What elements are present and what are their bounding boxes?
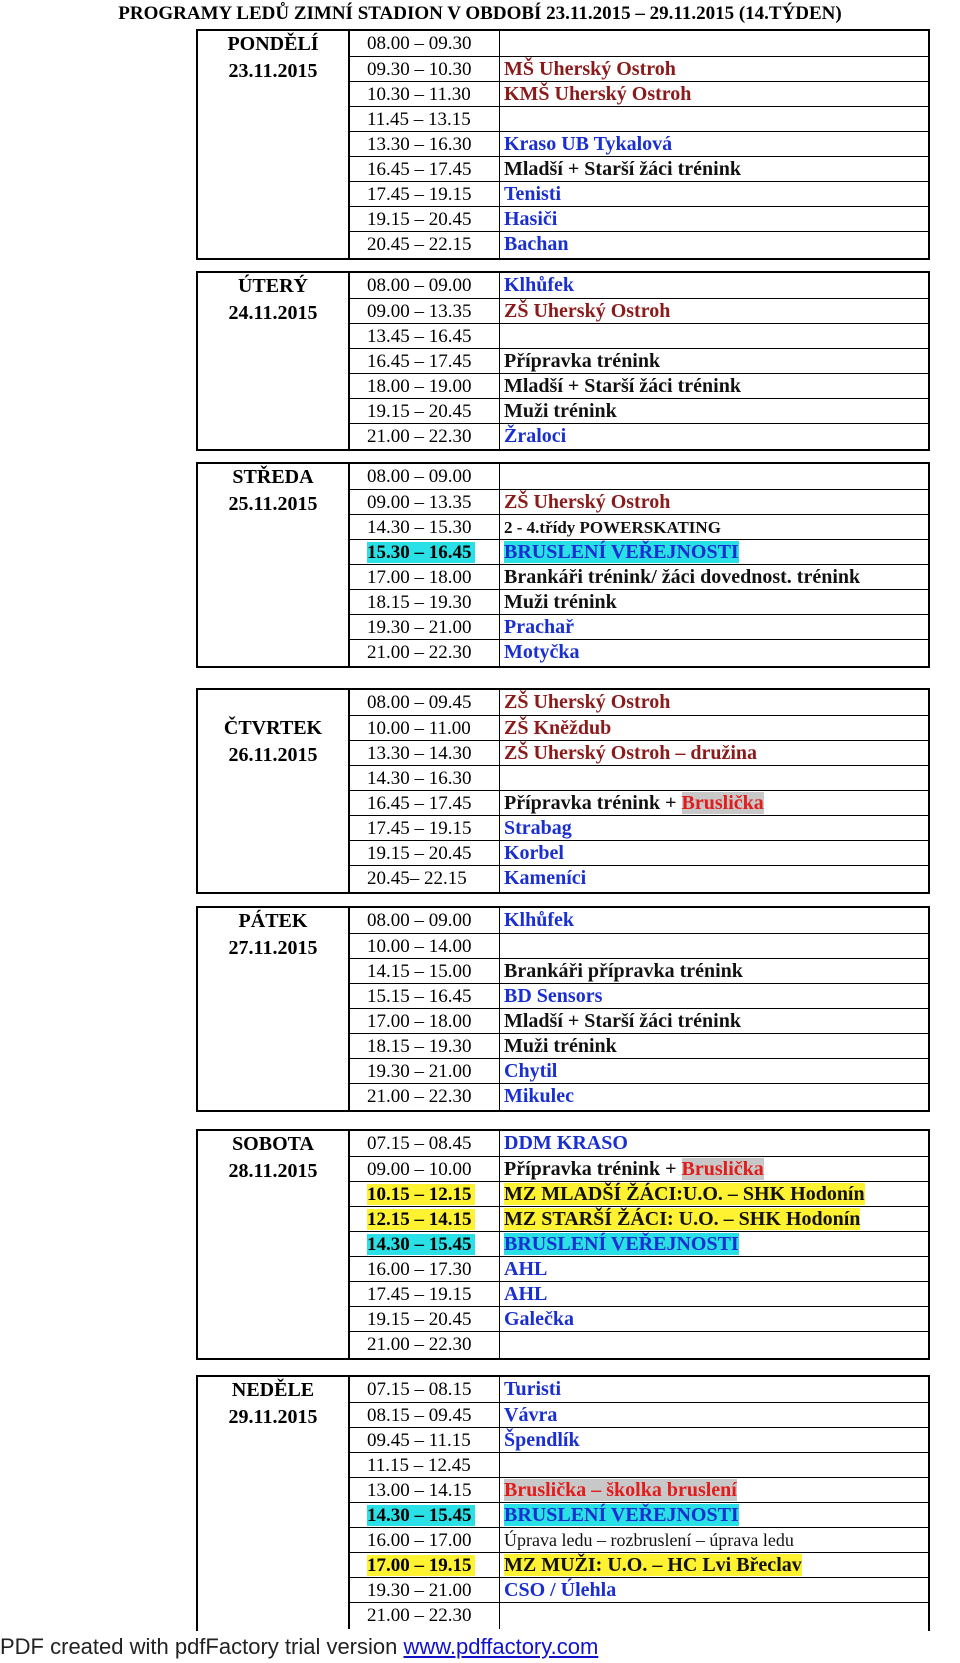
day-block-tuesday	[196, 271, 930, 451]
time-slot	[348, 1182, 500, 1208]
time-slot: 17.00 – 18.00	[348, 565, 500, 591]
highlighted-time: 12.15 – 14.15	[367, 1209, 475, 1230]
schedule-row	[348, 1602, 928, 1629]
day-name: ČTVRTEK	[223, 717, 323, 739]
day-name: STŘEDA	[232, 466, 314, 488]
time-slot	[348, 1553, 500, 1579]
day-block-saturday	[196, 1129, 930, 1360]
schedule-row	[348, 639, 928, 666]
day-block-monday	[196, 29, 930, 260]
schedule-row	[348, 1206, 928, 1233]
activity: BD Sensors	[504, 985, 603, 1007]
activity	[504, 1182, 928, 1208]
day-name: ÚTERÝ	[237, 275, 308, 297]
time-slot: 07.15 – 08.15	[348, 1377, 500, 1404]
time-slot: 14.15 – 15.00	[348, 959, 500, 985]
time-slot: 16.00 – 17.00	[348, 1528, 500, 1554]
activity: ZŠ Uherský Ostroh	[504, 691, 671, 713]
activity: Muži trénink	[504, 400, 617, 422]
schedule-row	[348, 1033, 928, 1060]
day-name: SOBOTA	[232, 1133, 314, 1155]
time-slot: 09.00 – 13.35	[348, 299, 500, 325]
time-slot: 13.30 – 14.30	[348, 741, 500, 767]
activity: Klhůfek	[504, 909, 575, 931]
activity: Turisti	[504, 1378, 562, 1400]
day-date: 26.11.2015	[228, 743, 318, 766]
day-date: 27.11.2015	[228, 936, 318, 959]
activity: Muži trénink	[504, 1035, 617, 1057]
highlighted-activity: MZ STARŠÍ ŽÁCI: U.O. – SHK Hodonín	[504, 1208, 861, 1230]
schedule-row	[348, 106, 928, 133]
time-slot	[348, 1232, 500, 1258]
activity-text: Přípravka trénink +	[504, 792, 682, 814]
schedule-row	[348, 181, 928, 208]
schedule-row	[348, 1402, 928, 1429]
activity: ZŠ Kněždub	[504, 717, 612, 739]
activity: DDM KRASO	[504, 1132, 628, 1154]
schedule-row	[348, 206, 928, 233]
activity: CSO / Úlehla	[504, 1579, 617, 1601]
activity	[504, 464, 928, 491]
day-label	[198, 1131, 348, 1184]
schedule-row	[348, 983, 928, 1010]
time-slot: 13.00 – 14.15	[348, 1478, 500, 1504]
day-name: NEDĚLE	[231, 1379, 315, 1401]
day-block-friday	[196, 906, 930, 1112]
activity: Brankáři trénink/ žáci dovednost. trénink	[504, 566, 861, 588]
time-slot: 08.15 – 09.45	[348, 1403, 500, 1429]
day-label	[198, 1377, 348, 1430]
time-slot: 19.30 – 21.00	[348, 615, 500, 641]
schedule-row	[348, 348, 928, 375]
schedule-row	[348, 373, 928, 400]
schedule-row	[348, 423, 928, 450]
schedule-row	[348, 298, 928, 325]
schedule-row	[348, 489, 928, 516]
schedule-row	[348, 1256, 928, 1283]
activity: AHL	[504, 1283, 548, 1305]
activity: Přípravka trénink	[504, 350, 661, 372]
time-slot: 20.45– 22.15	[348, 866, 500, 892]
activity: Strabag	[504, 817, 572, 839]
schedule-row	[348, 1452, 928, 1479]
activity: Žraloci	[504, 425, 567, 447]
schedule-row	[348, 231, 928, 258]
schedule-row	[348, 765, 928, 792]
time-slot: 11.15 – 12.45	[348, 1453, 500, 1479]
schedule-row	[348, 323, 928, 350]
time-slot	[348, 1503, 500, 1529]
activity: Mikulec	[504, 1085, 574, 1107]
schedule-row	[348, 464, 928, 491]
activity	[504, 934, 928, 960]
highlighted-activity: Bruslička	[681, 792, 764, 814]
time-slot: 16.45 – 17.45	[348, 349, 500, 375]
schedule-row	[348, 933, 928, 960]
highlighted-activity: Bruslička – školka bruslení	[504, 1479, 737, 1501]
activity-text: Přípravka trénink +	[504, 1158, 682, 1180]
time-slot: 08.00 – 09.30	[348, 31, 500, 58]
activity: AHL	[504, 1258, 548, 1280]
schedule-row	[348, 1552, 928, 1579]
activity: Mladší + Starší žáci trénink	[504, 1010, 741, 1032]
time-slot: 10.00 – 11.00	[348, 716, 500, 742]
schedule-row	[348, 1377, 928, 1404]
highlighted-time: 17.00 – 19.15	[367, 1555, 475, 1576]
time-slot: 21.00 – 22.30	[348, 640, 500, 666]
activity: Špendlík	[504, 1429, 580, 1451]
day-block-thursday	[196, 688, 930, 894]
time-slot: 17.00 – 18.00	[348, 1009, 500, 1035]
activity: Mladší + Starší žáci trénink	[504, 375, 741, 397]
schedule-row	[348, 865, 928, 892]
day-name: PONDĚLÍ	[227, 33, 319, 55]
day-label	[198, 273, 348, 326]
time-slot: 10.00 – 14.00	[348, 934, 500, 960]
day-block-sunday	[196, 1375, 930, 1631]
time-slot: 20.45 – 22.15	[348, 232, 500, 258]
day-block-wednesday	[196, 462, 930, 668]
activity: Korbel	[504, 842, 564, 864]
time-slot: 08.00 – 09.00	[348, 464, 500, 491]
day-date: 23.11.2015	[228, 59, 318, 82]
activity: MŠ Uherský Ostroh	[504, 58, 676, 80]
schedule-row	[348, 815, 928, 842]
time-slot: 19.15 – 20.45	[348, 841, 500, 867]
time-slot: 08.00 – 09.00	[348, 273, 500, 300]
activity: Vávra	[504, 1404, 558, 1426]
schedule-row	[348, 514, 928, 541]
footer-link[interactable]: www.pdffactory.com	[403, 1634, 599, 1659]
activity: Mladší + Starší žáci trénink	[504, 158, 741, 180]
day-label	[198, 908, 348, 961]
time-slot: 19.15 – 20.45	[348, 207, 500, 233]
highlighted-time: 14.30 – 15.45	[367, 1234, 475, 1255]
schedule-row	[348, 1427, 928, 1454]
schedule-row	[348, 1231, 928, 1258]
activity	[504, 1503, 928, 1529]
day-label	[198, 464, 348, 517]
time-slot: 21.00 – 22.30	[348, 1332, 500, 1358]
activity: KMŠ Uherský Ostroh	[504, 83, 692, 105]
schedule-row	[348, 156, 928, 183]
schedule-row	[348, 958, 928, 985]
time-slot: 09.45 – 11.15	[348, 1428, 500, 1454]
activity: 2 - 4.třídy POWERSKATING	[504, 518, 721, 537]
page-title: PROGRAMY LEDŮ ZIMNÍ STADION V OBDOBÍ 23.11.2015 – 29.11.2015 (14.TÝDEN)	[118, 3, 842, 24]
time-slot: 09.30 – 10.30	[348, 57, 500, 83]
activity: Muži trénink	[504, 591, 617, 613]
day-date: 28.11.2015	[228, 1159, 318, 1182]
highlighted-activity: Bruslička	[681, 1158, 764, 1180]
activity	[504, 1453, 928, 1479]
activity: Motyčka	[504, 641, 580, 663]
schedule-row	[348, 840, 928, 867]
time-slot: 21.00 – 22.30	[348, 1084, 500, 1110]
day-name: PÁTEK	[238, 910, 308, 932]
schedule-row	[348, 790, 928, 817]
highlighted-activity: BRUSLENÍ VEŘEJNOSTI	[504, 1504, 739, 1526]
time-slot: 17.45 – 19.15	[348, 182, 500, 208]
activity	[504, 31, 928, 58]
schedule-row	[348, 1527, 928, 1554]
time-slot: 15.15 – 16.45	[348, 984, 500, 1010]
time-slot: 19.30 – 21.00	[348, 1578, 500, 1604]
schedule-row	[348, 1331, 928, 1358]
time-slot	[348, 1207, 500, 1233]
time-slot: 07.15 – 08.45	[348, 1131, 500, 1158]
schedule-row	[348, 131, 928, 158]
activity: Klhůfek	[504, 274, 575, 296]
activity: Brankáři přípravka trénink	[504, 960, 743, 982]
pdf-watermark-footer	[0, 1634, 960, 1660]
schedule-row	[348, 1008, 928, 1035]
time-slot: 11.45 – 13.15	[348, 107, 500, 133]
activity: Chytil	[504, 1060, 558, 1082]
time-slot	[348, 540, 500, 566]
schedule-row	[348, 1477, 928, 1504]
schedule-row	[348, 1181, 928, 1208]
schedule-row	[348, 398, 928, 425]
activity	[504, 1157, 928, 1183]
time-slot: 17.45 – 19.15	[348, 1282, 500, 1308]
activity	[504, 1478, 928, 1504]
time-slot: 19.15 – 20.45	[348, 1307, 500, 1333]
schedule-row	[348, 539, 928, 566]
day-date: 25.11.2015	[228, 492, 318, 515]
time-slot: 08.00 – 09.00	[348, 908, 500, 935]
activity	[504, 1332, 928, 1358]
time-slot: 18.00 – 19.00	[348, 374, 500, 400]
schedule-row	[348, 564, 928, 591]
time-slot: 19.15 – 20.45	[348, 399, 500, 425]
time-slot: 21.00 – 22.30	[348, 424, 500, 450]
schedule-row	[348, 1306, 928, 1333]
footer-text: PDF created with pdfFactory trial version	[0, 1634, 404, 1659]
schedule-row	[348, 740, 928, 767]
schedule-row	[348, 1156, 928, 1183]
activity	[504, 324, 928, 350]
activity	[504, 1553, 928, 1579]
time-slot: 21.00 – 22.30	[348, 1603, 500, 1629]
time-slot: 14.30 – 15.30	[348, 515, 500, 541]
activity	[504, 107, 928, 133]
activity	[504, 1207, 928, 1233]
activity	[504, 766, 928, 792]
activity: Hasiči	[504, 208, 558, 230]
time-slot: 13.45 – 16.45	[348, 324, 500, 350]
day-date: 24.11.2015	[228, 301, 318, 324]
schedule-row	[348, 589, 928, 616]
schedule-row	[348, 1502, 928, 1529]
schedule-row	[348, 908, 928, 935]
day-label	[198, 31, 348, 84]
activity: Kraso UB Tykalová	[504, 133, 673, 155]
activity	[504, 1232, 928, 1258]
time-slot: 17.45 – 19.15	[348, 816, 500, 842]
schedule-row	[348, 715, 928, 742]
activity	[504, 1603, 928, 1629]
time-slot: 10.30 – 11.30	[348, 82, 500, 108]
activity: Kameníci	[504, 867, 587, 889]
activity	[504, 540, 928, 566]
schedule-row	[348, 1083, 928, 1110]
activity: ZŠ Uherský Ostroh – družina	[504, 742, 758, 764]
time-slot: 16.45 – 17.45	[348, 157, 500, 183]
activity: Prachař	[504, 616, 574, 638]
time-slot: 09.00 – 13.35	[348, 490, 500, 516]
highlighted-activity: BRUSLENÍ VEŘEJNOSTI	[504, 1233, 739, 1255]
activity: Tenisti	[504, 183, 562, 205]
schedule-row	[348, 690, 928, 717]
schedule-row	[348, 31, 928, 58]
schedule-row	[348, 614, 928, 641]
activity: Galečka	[504, 1308, 574, 1330]
activity: Bachan	[504, 233, 569, 255]
schedule-row	[348, 56, 928, 83]
highlighted-activity: MZ MUŽI: U.O. – HC Lvi Břeclav	[504, 1554, 802, 1576]
schedule-row	[348, 1131, 928, 1158]
activity	[504, 791, 928, 817]
highlighted-activity: BRUSLENÍ VEŘEJNOSTI	[504, 541, 739, 563]
highlighted-time: 14.30 – 15.45	[367, 1505, 475, 1526]
schedule-row	[348, 1058, 928, 1085]
time-slot: 18.15 – 19.30	[348, 1034, 500, 1060]
activity: ZŠ Uherský Ostroh	[504, 300, 671, 322]
time-slot: 19.30 – 21.00	[348, 1059, 500, 1085]
schedule-row	[348, 1577, 928, 1604]
activity: ZŠ Uherský Ostroh	[504, 491, 671, 513]
schedule-row	[348, 81, 928, 108]
schedule-row	[348, 1281, 928, 1308]
time-slot: 08.00 – 09.45	[348, 690, 500, 717]
time-slot: 16.00 – 17.30	[348, 1257, 500, 1283]
day-label	[198, 715, 348, 768]
time-slot: 16.45 – 17.45	[348, 791, 500, 817]
highlighted-time: 15.30 – 16.45	[367, 542, 475, 563]
time-slot: 18.15 – 19.30	[348, 590, 500, 616]
highlighted-time: 10.15 – 12.15	[367, 1184, 475, 1205]
activity: Úprava ledu – rozbruslení – úprava ledu	[504, 1530, 794, 1550]
time-slot: 13.30 – 16.30	[348, 132, 500, 158]
schedule-row	[348, 273, 928, 300]
highlighted-activity: MZ MLADŠÍ ŽÁCI:U.O. – SHK Hodonín	[504, 1183, 865, 1205]
time-slot: 09.00 – 10.00	[348, 1157, 500, 1183]
day-date: 29.11.2015	[228, 1405, 318, 1428]
time-slot: 14.30 – 16.30	[348, 766, 500, 792]
